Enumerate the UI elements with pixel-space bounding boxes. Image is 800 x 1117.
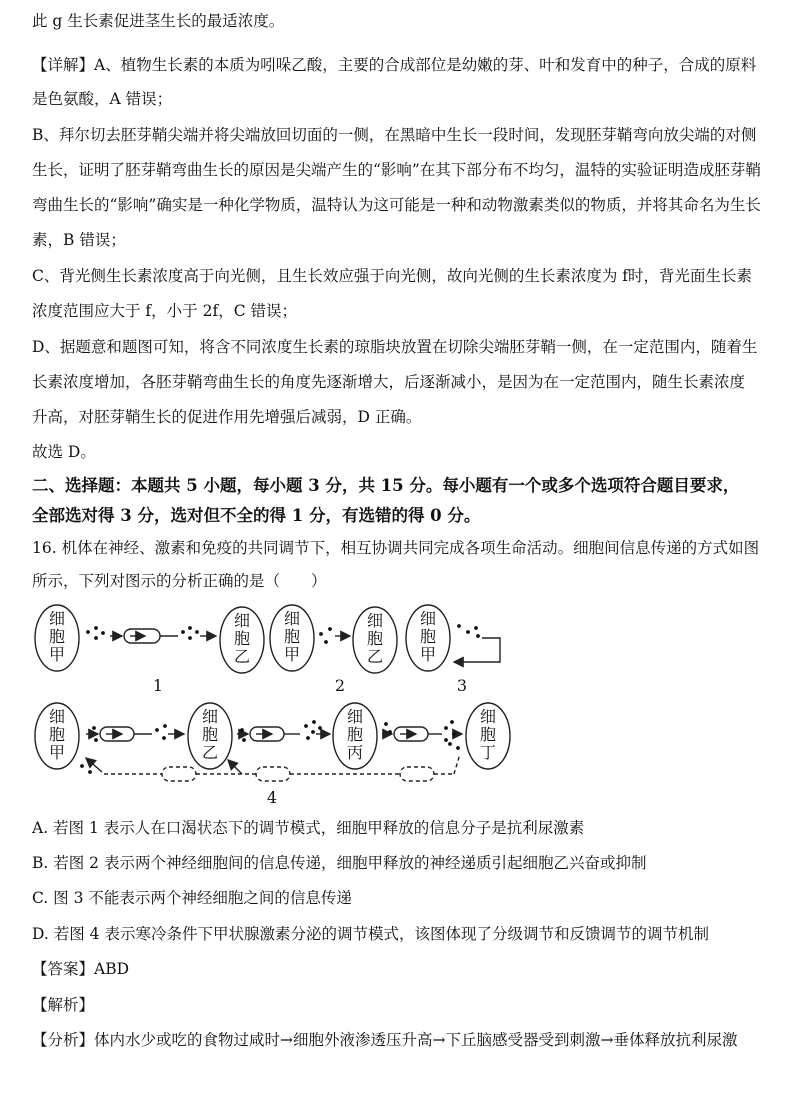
paragraph-line: 升高，对胚芽鞘生长的促进作用先增强后减弱，D 正确。 bbox=[32, 408, 422, 426]
figure-label-4: 4 bbox=[266, 788, 278, 807]
paragraph-line: 是色氨酸，A 错误； bbox=[32, 90, 173, 108]
option-d: D. 若图 4 表示寒冷条件下甲状腺激素分泌的调节模式，该图体现了分级调节和反馈调节的调节机制 bbox=[32, 925, 709, 943]
question-stem: 16. 机体在神经、激素和免疫的共同调节下，相互协调共同完成各项生命活动。细胞间信息传递的方式如图 bbox=[32, 539, 760, 557]
option-a: A. 若图 1 表示人在口渴状态下的调节模式，细胞甲释放的信息分子是抗利尿激素 bbox=[32, 819, 585, 837]
figure-label-3: 3 bbox=[456, 676, 468, 695]
paragraph-line: 弯曲生长的“影响”确实是一种化学物质，温特认为这可能是一种和动物激素类似的物质，并将其命名为生长 bbox=[32, 196, 761, 214]
cell-label-yi-2: 细胞乙 bbox=[366, 611, 384, 666]
answer: 【答案】ABD bbox=[32, 960, 130, 978]
paragraph-line: 【详解】A、植物生长素的本质为吲哚乙酸，主要的合成部位是幼嫩的芽、叶和发育中的种子，合成的原料 bbox=[32, 56, 757, 74]
question-stem: 所示，下列对图示的分析正确的是（ ） bbox=[32, 572, 327, 590]
paragraph-line: 生长，证明了胚芽鞘弯曲生长的原因是尖端产生的“影响”在其下部分布不均匀，温特的实验证明造成胚芽鞘 bbox=[32, 161, 761, 179]
cell-label-ding-4: 细胞丁 bbox=[479, 707, 497, 762]
paragraph-line: 长素浓度增加，各胚芽鞘弯曲生长的角度先逐渐增大，后逐渐减小，是因为在一定范围内，随生长素浓度 bbox=[32, 373, 746, 391]
cell-signaling-diagram bbox=[30, 598, 520, 810]
analysis-label: 【解析】 bbox=[32, 996, 95, 1014]
section-heading-line: 二、选择题：本题共 5 小题，每小题 3 分，共 15 分。每小题有一个或多个选项符合题目要求， bbox=[32, 476, 740, 495]
paragraph-line: 浓度范围应大于 f，小于 2f，C 错误； bbox=[32, 302, 297, 320]
cell-label-jia-4: 细胞甲 bbox=[48, 707, 66, 762]
cell-label-jia-2: 细胞甲 bbox=[283, 609, 301, 664]
vessel-feedback-a bbox=[162, 767, 196, 781]
cell-label-bing-4: 细胞丙 bbox=[346, 707, 364, 762]
figure-label-1: 1 bbox=[152, 676, 164, 695]
section-heading-line: 全部选对得 3 分，选对但不全的得 1 分，有选错的得 0 分。 bbox=[32, 506, 481, 525]
paragraph-line: D、据题意和题图可知，将含不同浓度生长素的琼脂块放置在切除尖端胚芽鞘一侧，在一定范围内，随着生 bbox=[32, 338, 758, 356]
figure-label-2: 2 bbox=[334, 676, 346, 695]
vessel-feedback-c bbox=[400, 767, 434, 781]
analysis-line: 【分析】体内水少或吃的食物过咸时→细胞外液渗透压升高→下丘脑感受器受到刺激→垂体释放抗利尿激 bbox=[32, 1031, 738, 1049]
cell-label-yi-4: 细胞乙 bbox=[201, 707, 219, 762]
paragraph-line: 此 g 生长素促进茎生长的最适浓度。 bbox=[32, 12, 285, 30]
paragraph-line: B、拜尔切去胚芽鞘尖端并将尖端放回切面的一侧，在黑暗中生长一段时间，发现胚芽鞘弯向放尖端的对侧 bbox=[32, 126, 757, 144]
cell-label-jia-3: 细胞甲 bbox=[419, 609, 437, 664]
option-c: C. 图 3 不能表示两个神经细胞之间的信息传递 bbox=[32, 889, 352, 907]
vessel-feedback-b bbox=[256, 767, 290, 781]
paragraph-line: C、背光侧生长素浓度高于向光侧，且生长效应强于向光侧，故向光侧的生长素浓度为 f时，背光面生长素 bbox=[32, 267, 753, 285]
paragraph-line: 素，B 错误； bbox=[32, 231, 126, 249]
paragraph-line: 故选 D。 bbox=[32, 443, 96, 461]
cell-label-yi-1: 细胞乙 bbox=[233, 611, 251, 666]
cell-label-jia-1: 细胞甲 bbox=[48, 609, 66, 664]
option-b: B. 若图 2 表示两个神经细胞间的信息传递，细胞甲释放的神经递质引起细胞乙兴奋或抑制 bbox=[32, 854, 647, 872]
